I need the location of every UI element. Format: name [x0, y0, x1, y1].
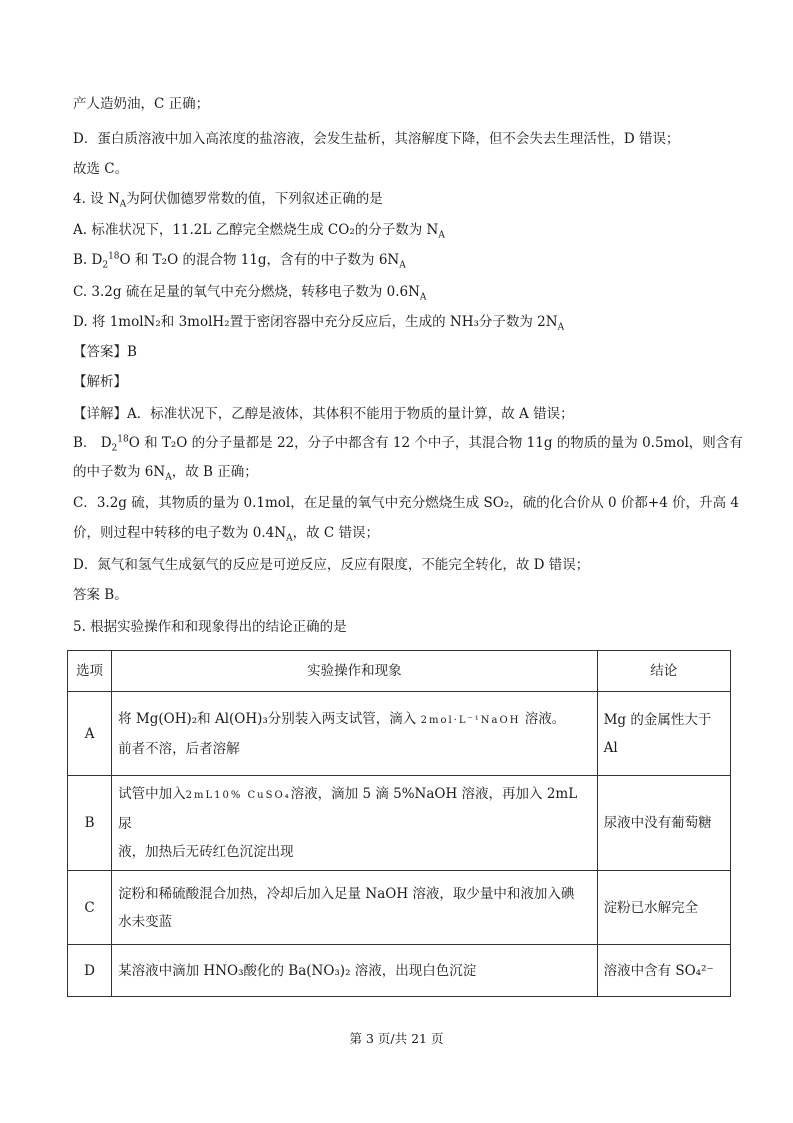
text-line: D．氮气和氢气生成氨气的反应是可逆反应，反应有限度，不能完全转化，故 D 错误； [73, 557, 590, 573]
text-line: 答案 B。 [73, 587, 128, 603]
row-operation: 淀粉和稀硫酸混合加热，冷却后加入足量 NaOH 溶液，取少量中和液加入碘 水未变蓝 [112, 871, 597, 945]
row-operation: 试管中加入2mL10% CuSO₄溶液，滴加 5 滴 5%NaOH 溶液，再加入 2mL 尿 液，加热后无砖红色沉淀出现 [112, 776, 597, 871]
question-4-stem: 4. 设 $N_A$为阿伏伽德罗常数的值，下列叙述正确的是 [73, 191, 383, 210]
text-line: 【详解】A．标准状况下，乙醇是液体，其体积不能用于物质的量计算，故 A 错误； [73, 406, 574, 422]
row-conclusion: 尿液中没有葡萄糖 [597, 776, 730, 871]
option-d: D. 将 1molN₂和 3molH₂置于密闭容器中充分反应后，生成的 NH₃分子数为 $2N_A$ [73, 314, 565, 333]
text-line: 价，则过程中转移的电子数为 $0.4N_A$，故 C 错误； [73, 525, 379, 544]
text-line: 产人造奶油，C 正确； [73, 96, 210, 112]
text-line: 故选 C。 [73, 161, 129, 177]
option-a: A. 标准状况下，11.2L 乙醇完全燃烧生成 CO₂的分子数为 $N_A$ [73, 222, 445, 241]
row-conclusion: 溶液中含有 SO₄²⁻ [597, 945, 730, 997]
header-operation: 实验操作和现象 [112, 651, 597, 692]
question-5-stem: 5. 根据实验操作和和现象得出的结论正确的是 [73, 619, 347, 635]
table-header-row [68, 651, 731, 692]
row-operation: 某溶液中滴加 HNO₃酸化的 Ba(NO₃)₂ 溶液，出现白色沉淀 [112, 945, 597, 997]
analysis-label: 【解析】 [73, 374, 127, 390]
row-option: B [68, 776, 112, 871]
row-operation: 将 Mg(OH)₂和 Al(OH)₃分别装入两支试管，滴入 2mol·L⁻¹NaOH 溶液。 前者不溶，后者溶解 [112, 692, 597, 776]
row-conclusion: Mg 的金属性大于 Al [597, 692, 730, 776]
table-row [68, 776, 731, 871]
text-line: D．蛋白质溶液中加入高浓度的盐溶液，会发生盐析，其溶解度下降，但不会失去生理活性，D 错误； [73, 131, 680, 147]
header-conclusion: 结论 [597, 651, 730, 692]
answer-label: 【答案】B [73, 344, 137, 360]
page-footer: 第 3 页/共 21 页 [349, 1031, 444, 1046]
option-c: C. 3.2g 硫在足量的氧气中充分燃烧，转移电子数为 $0.6N_A$ [73, 284, 427, 303]
text-line: C．3.2g 硫，其物质的量为 0.1mol，在足量的氧气中充分燃烧生成 SO₂，硫的化合价从 0 价都+4 价，升高 4 [73, 495, 740, 511]
row-option: C [68, 871, 112, 945]
experiment-table [67, 650, 731, 997]
row-conclusion: 淀粉已水解完全 [597, 871, 730, 945]
option-b: B. $D_2^{18}O$ 和 T₂O 的混合物 11g，含有的中子数为 $6N_A$ [73, 251, 406, 271]
text-line: 的中子数为 $6N_A$，故 B 正确； [73, 464, 258, 483]
row-option: D [68, 945, 112, 997]
table-row [68, 692, 731, 776]
header-option: 选项 [68, 651, 112, 692]
table-row [68, 871, 731, 945]
table-row [68, 945, 731, 997]
text-line: B． $D_2^{18}O$ 和 T₂O 的分子量都是 22，分子中都含有 12 个中子，其混合物 11g 的物质的量为 0.5mol，则含有 [73, 434, 743, 454]
row-option: A [68, 692, 112, 776]
